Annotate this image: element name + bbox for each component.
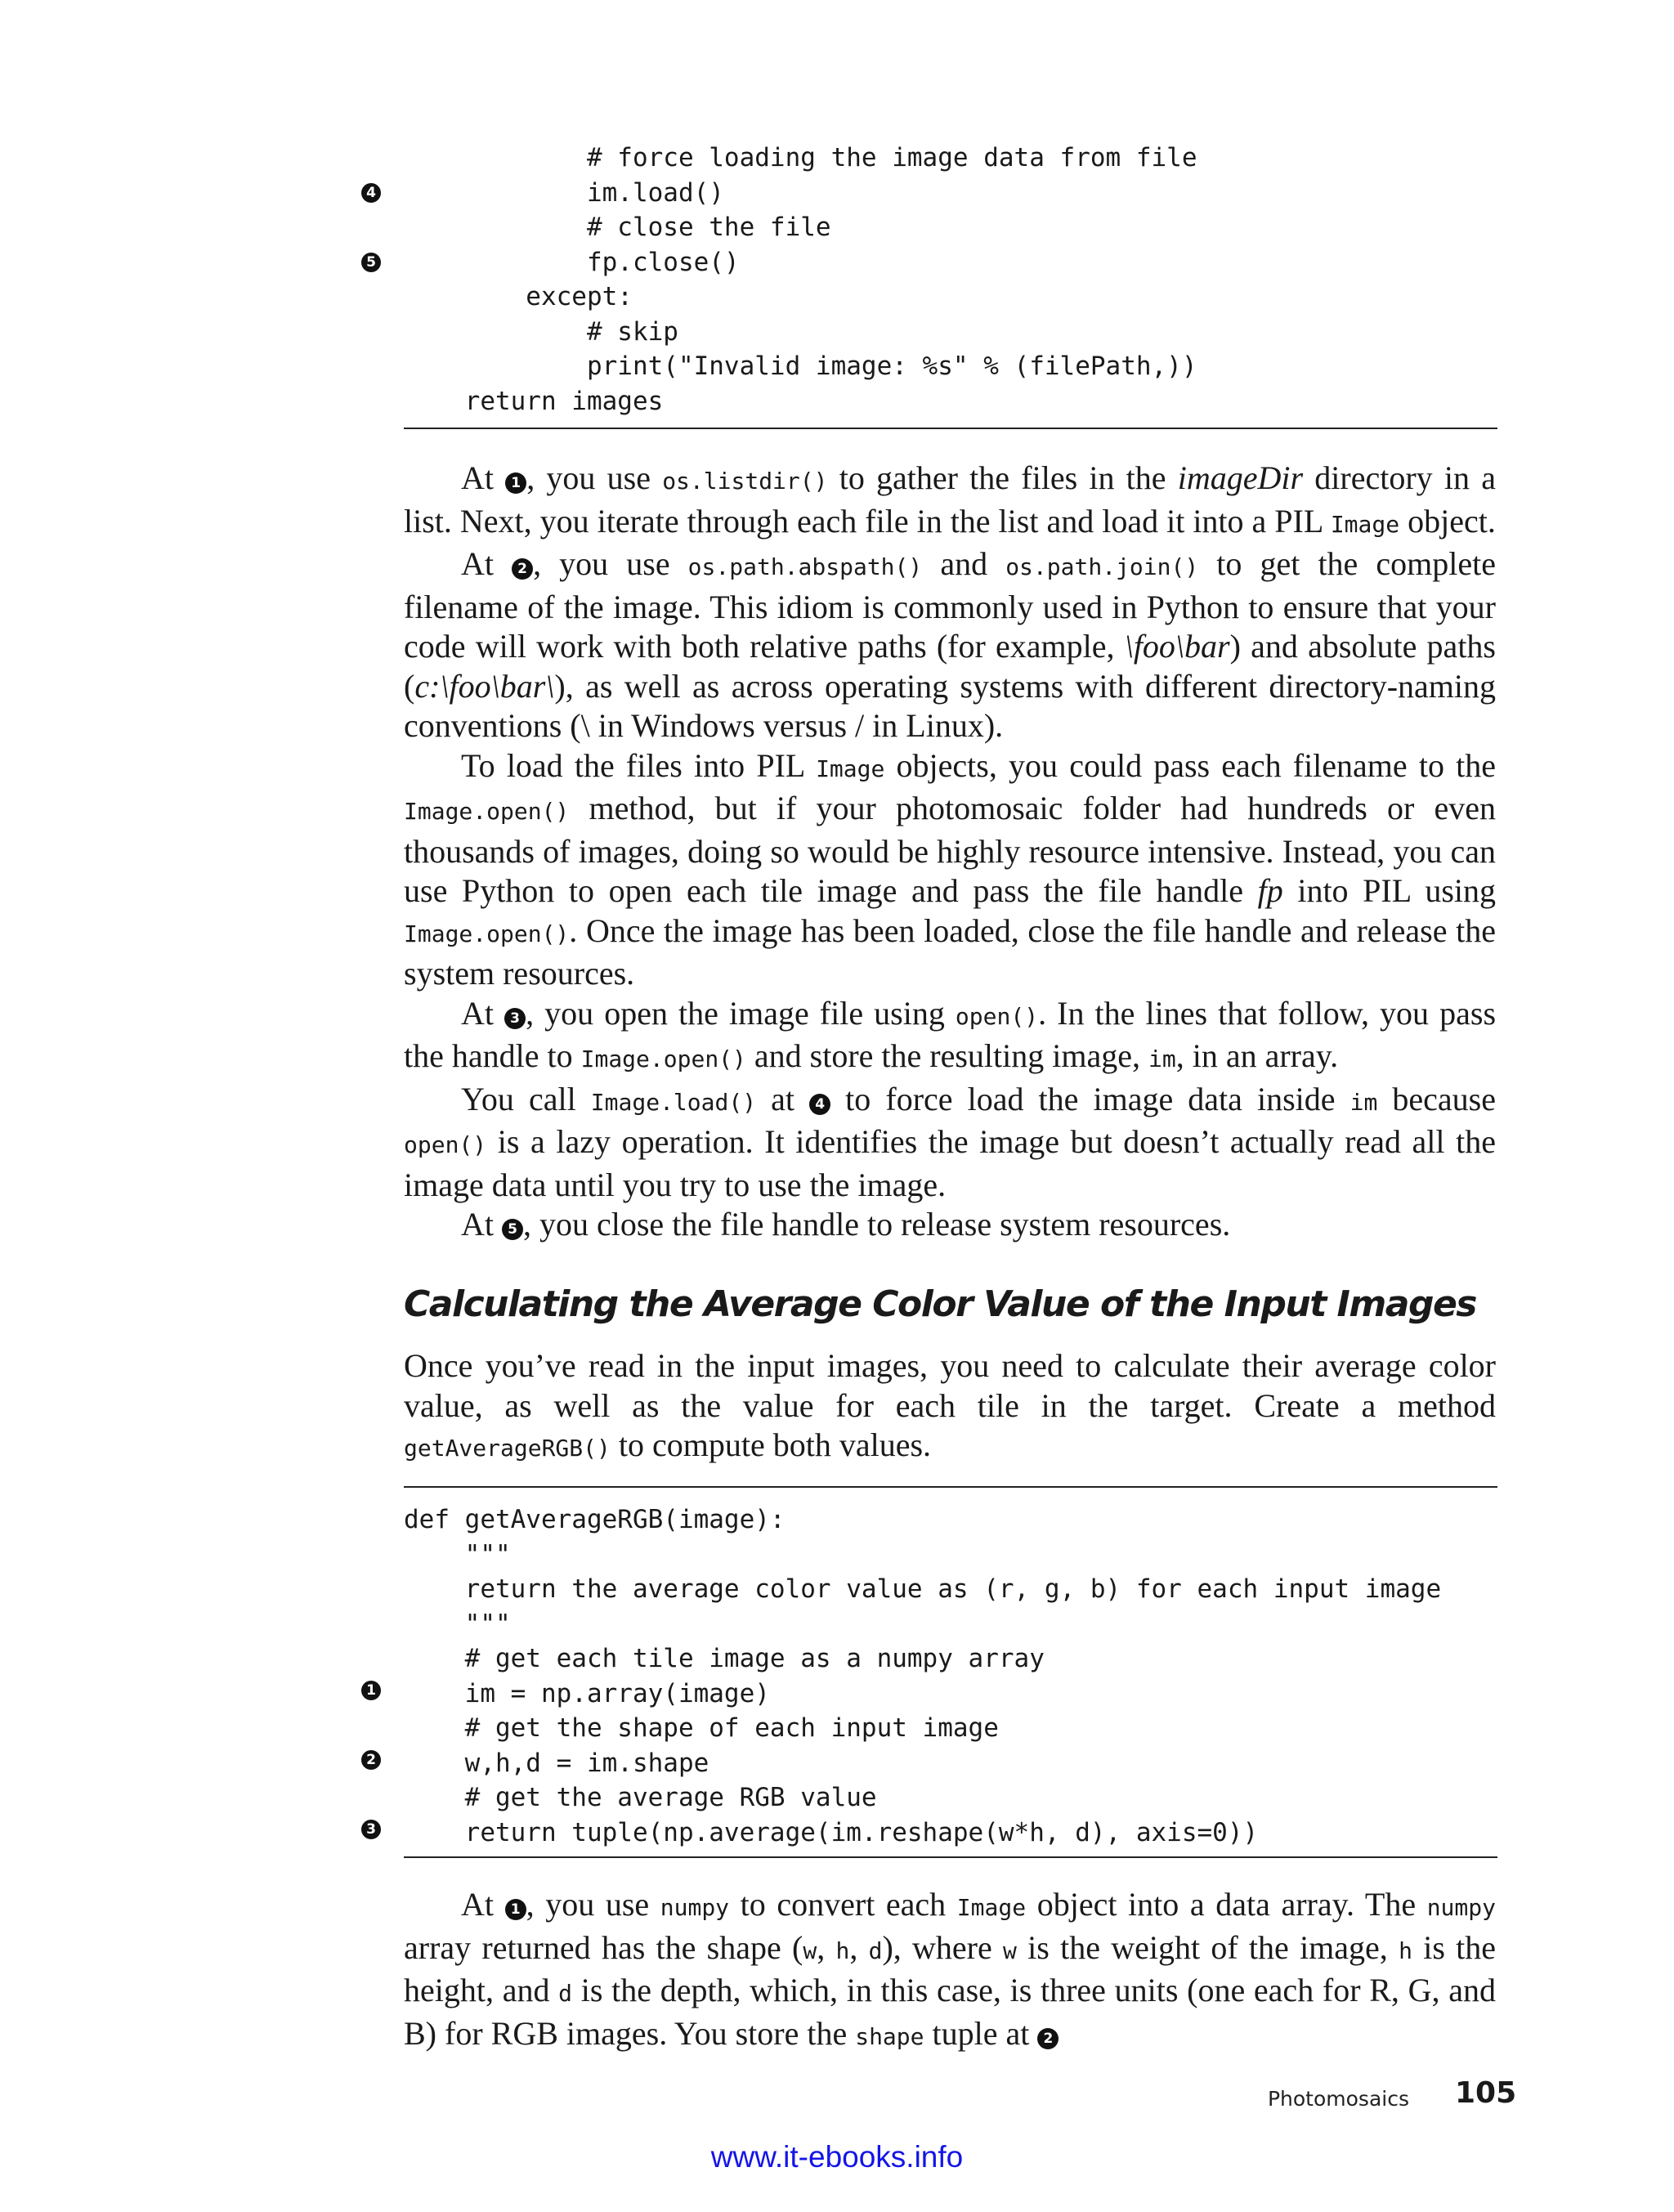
code-block-divider bbox=[404, 1856, 1497, 1858]
italic-term: imageDir bbox=[1177, 459, 1304, 496]
code-block-divider bbox=[404, 428, 1497, 429]
code-line: """ bbox=[404, 1609, 511, 1639]
inline-code: Image.open() bbox=[404, 798, 570, 825]
code-line: except: bbox=[404, 282, 633, 311]
inline-code: d bbox=[558, 1980, 573, 2007]
code-line: fp.close() bbox=[404, 247, 740, 277]
code-line: return the average color value as (r, g, b) for each input image bbox=[404, 1574, 1442, 1604]
inline-code: open() bbox=[404, 1131, 487, 1158]
code-line: # skip bbox=[404, 316, 678, 347]
code-line: im = np.array(image) bbox=[404, 1678, 770, 1708]
callout-marker-2: 2 bbox=[512, 558, 533, 580]
code-line: """ bbox=[404, 1539, 511, 1569]
callout-marker-1: 1 bbox=[505, 1899, 526, 1920]
callout-marker-3: 3 bbox=[504, 1008, 526, 1029]
code-block-continued bbox=[404, 141, 1197, 419]
page-number: 105 bbox=[1455, 2076, 1517, 2110]
inline-code: os.path.abspath() bbox=[687, 553, 923, 580]
callout-marker-2: 2 bbox=[361, 1750, 381, 1770]
code-line: print("Invalid image: %s" % (filePath,)) bbox=[404, 352, 1197, 381]
inline-code: im bbox=[1148, 1046, 1176, 1072]
inline-code: Image bbox=[816, 754, 885, 782]
code-line: def getAverageRGB(image): bbox=[404, 1505, 786, 1534]
code-block-getAverageRGB bbox=[404, 1502, 1441, 1850]
code-line: im.load() bbox=[404, 177, 724, 208]
inline-code: w bbox=[803, 1937, 817, 1964]
code-line: # close the file bbox=[404, 213, 831, 242]
callout-marker-2: 2 bbox=[1037, 2028, 1059, 2049]
inline-code: Image.open() bbox=[580, 1046, 746, 1072]
code-line: w,h,d = im.shape bbox=[404, 1748, 709, 1778]
section-intro-text bbox=[404, 1346, 1496, 1469]
italic-term: c:\foo\bar\ bbox=[414, 667, 555, 705]
inline-code: os.path.join() bbox=[1005, 553, 1199, 580]
paragraph: At 3 , you open the image file using open(). In the lines that follow, you pass the handle to Image.open() and store the resulting image, im, in an array. bbox=[404, 994, 1497, 1074]
inline-code: h bbox=[1399, 1937, 1412, 1964]
callout-marker-4: 4 bbox=[361, 183, 381, 203]
code-line: # get the shape of each input image bbox=[404, 1713, 999, 1743]
paragraph: At 2 , you use os.path.abspath() and os.path.join() to get the complete filename of the image. This idiom is commonly used in Python to ensure that your code will work with both relative paths (for example, \foo\bar) and absolute paths (c:\foo\bar\), as well as across operating systems with different directory-naming conventions (\ in Windows versus / in Linux). bbox=[404, 545, 1496, 744]
code-block-divider bbox=[404, 1486, 1497, 1488]
code-line: return tuple(np.average(im.reshape(w*h, d), axis=0)) bbox=[404, 1817, 1259, 1847]
paragraph: You call Image.load() at 4 to force load the image data inside im because open() is a lazy operation. It identifies the image but doesn’t actually read all the image data until you try to use the image. bbox=[404, 1080, 1497, 1203]
code-line: return images bbox=[404, 386, 664, 416]
inline-code: shape bbox=[855, 2022, 924, 2050]
section-heading: Calculating the Average Color Value of the Input Images bbox=[404, 1283, 1476, 1325]
inline-code: h bbox=[835, 1937, 850, 1964]
inline-code: Image.load() bbox=[590, 1088, 757, 1116]
paragraph: At 5 , you close the file handle to release system resources. bbox=[461, 1206, 1231, 1243]
paragraph: At 1 , you use numpy to convert each Image object into a data array. The numpy array returned has the shape (w, h, d), where w is the weight of the image, h is the height, and d is the depth, which, in this case, is three units (one each for R, G, and B) for RGB images. You store the shape tuple at 2 bbox=[404, 1886, 1497, 2052]
inline-code: getAverageRGB() bbox=[404, 1435, 611, 1462]
inline-code: im bbox=[1349, 1088, 1378, 1116]
callout-marker-3: 3 bbox=[361, 1820, 381, 1839]
paragraph: At 1 , you use os.listdir() to gather the files in the imageDir directory in a list. Next, you iterate through each file in the list and load it into a PIL Image object. bbox=[404, 459, 1496, 540]
code-line: # get the average RGB value bbox=[404, 1783, 877, 1812]
callout-marker-4: 4 bbox=[809, 1094, 830, 1115]
callout-marker-5: 5 bbox=[361, 253, 381, 272]
code-line: # force loading the image data from file bbox=[404, 143, 1197, 172]
running-footer-section: Photomosaics bbox=[1267, 2087, 1409, 2111]
inline-code: open() bbox=[955, 1002, 1039, 1030]
watermark-link[interactable]: www.it-ebooks.info bbox=[710, 2140, 964, 2174]
inline-code: w bbox=[1003, 1937, 1017, 1964]
code-line: # get each tile image as a numpy array bbox=[404, 1644, 1045, 1673]
inline-code: Image bbox=[1330, 510, 1400, 538]
italic-term: \foo\bar bbox=[1124, 628, 1230, 665]
callout-marker-1: 1 bbox=[505, 472, 526, 494]
italic-term: fp bbox=[1257, 872, 1283, 909]
explanation-text bbox=[404, 459, 1496, 1245]
inline-code: Image bbox=[956, 1894, 1027, 1921]
callout-marker-5: 5 bbox=[502, 1219, 523, 1240]
inline-code: numpy bbox=[660, 1894, 730, 1921]
inline-code: d bbox=[868, 1937, 883, 1964]
inline-code: numpy bbox=[1426, 1894, 1496, 1921]
callout-marker-1: 1 bbox=[361, 1681, 381, 1700]
inline-code: Image.open() bbox=[404, 920, 570, 947]
inline-code: os.listdir() bbox=[662, 468, 828, 495]
paragraph: To load the files into PIL Image objects, you could pass each filename to the Image.open() method, but if your photomosaic folder had hundreds or even thousands of images, doing so would be highly resource intensive. Instead, you can use Python to open each tile image and pass the file handle fp into PIL using Image.open(). Once the image has been loaded, close the file handle and release the system resources. bbox=[404, 746, 1497, 992]
paragraph: Once you’ve read in the input images, you need to calculate their average color value, as well as the value for each tile in the target. Create a method getAverageRGB() to compute both values. bbox=[404, 1347, 1496, 1463]
explanation-text-numpy bbox=[404, 1885, 1496, 2057]
